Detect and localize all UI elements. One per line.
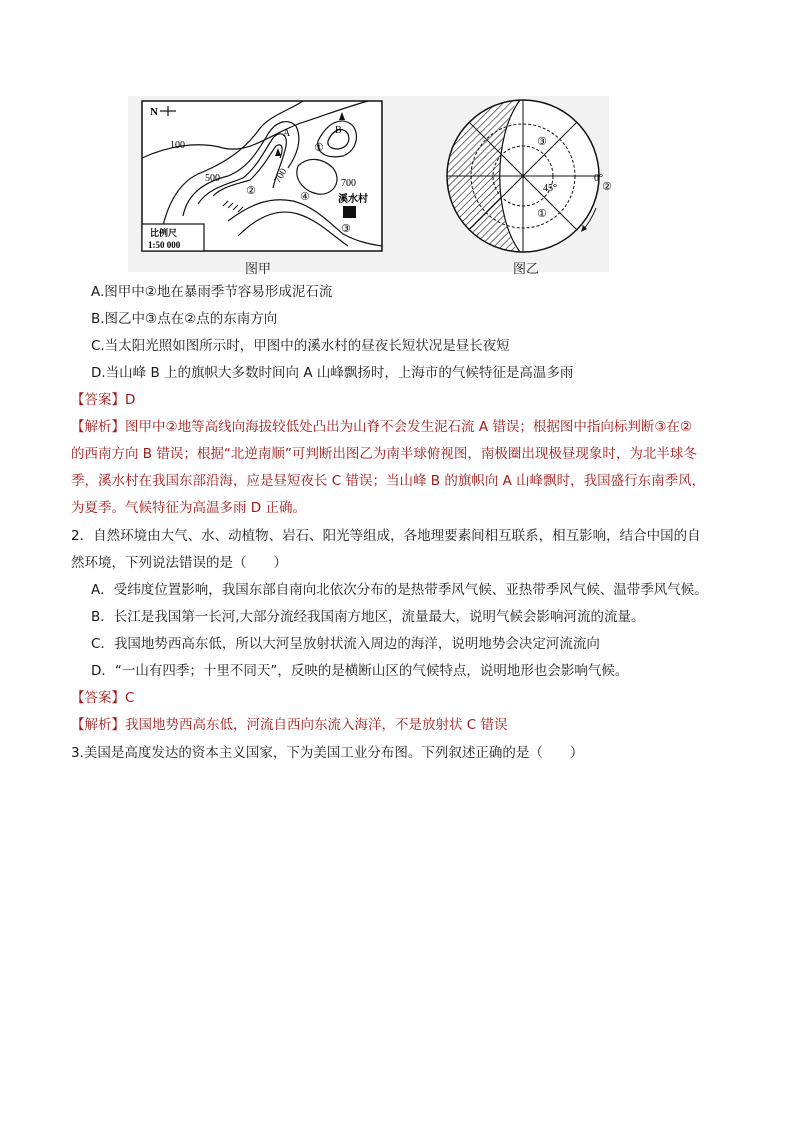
q1-analysis-tag: 【解析】 xyxy=(71,419,125,435)
q2-option-b: B．长江是我国第一长河,大部分流经我国南方地区，流量最大，说明气候会影响河流的流量。 xyxy=(91,609,645,625)
point-3: ③ xyxy=(341,222,351,235)
meridian-label: 0° xyxy=(594,173,603,184)
figure-panel xyxy=(128,96,612,277)
q2-analysis-tag: 【解析】 xyxy=(71,717,125,733)
q2-analysis-text: 我国地势西高东低，河流自西向东流入海洋，不是放射状 C 错误 xyxy=(125,717,508,733)
q2-answer-value: C xyxy=(125,690,135,706)
q2-option-c: C．我国地势西高东低，所以大河呈放射状流入周边的海洋，说明地势会决定河流流向 xyxy=(91,636,600,652)
point-1: ① xyxy=(314,141,324,154)
point-2: ② xyxy=(246,184,256,197)
q3-stem: 3.美国是高度发达的资本主义国家，下为美国工业分布图。下列叙述正确的是（ ） xyxy=(71,745,584,761)
q1-option-b: B.图乙中③点在②点的东南方向 xyxy=(91,311,278,327)
north-label: N xyxy=(150,106,158,118)
polar-diagram xyxy=(428,96,612,256)
q1-option-a: A.图甲中②地在暴雨季节容易形成泥石流 xyxy=(91,284,333,300)
village-label: 溪水村 xyxy=(338,194,368,205)
peak-b-label: B xyxy=(335,125,342,136)
q2-answer-tag: 【答案】 xyxy=(71,690,125,706)
village-marker-icon xyxy=(343,206,356,218)
contour-label-700b: 700 xyxy=(341,178,356,189)
q2-stem-line-2: 然环境，下列说法错误的是（ ） xyxy=(71,555,287,571)
polar-point-1: ① xyxy=(537,207,547,220)
q1-option-d: D.当山峰 B 上的旗帜大多数时间向 A 山峰飘扬时，上海市的气候特征是高温多雨 xyxy=(91,365,574,381)
q2-option-a: A．受纬度位置影响，我国东部自南向北依次分布的是热带季风气候、亚热带季风气候、温带季风气候。 xyxy=(91,582,708,598)
scale-value: 1:50 000 xyxy=(148,240,181,250)
q1-option-c: C.当太阳光照如图所示时，甲图中的溪水村的昼夜长短状况是昼长夜短 xyxy=(91,338,510,354)
figures-svg xyxy=(128,96,612,272)
figure-caption-right: 图乙 xyxy=(513,262,540,277)
peak-a-label: A xyxy=(283,128,291,139)
q1-analysis-line-2: 的西南方向 B 错误；根据“北逆南顺”可判断出图乙为南半球俯视图，南极圈出现极昼现象时，为北半球冬 xyxy=(71,446,697,462)
q1-answer-value: D xyxy=(125,392,136,408)
q1-analysis-line-4: 为夏季。气候特征为高温多雨 D 正确。 xyxy=(71,500,306,516)
q2-option-d: D．“一山有四季；十里不同天”，反映的是横断山区的气候特点，说明地形也会影响气候。 xyxy=(91,663,629,679)
q2-stem-line-1: 2．自然环境由大气、水、动植物、岩石、阳光等组成，各地理要素间相互联系，相互影响，结合中国的自 xyxy=(71,528,701,544)
q2-answer xyxy=(71,688,134,708)
contour-label-500: 500 xyxy=(205,173,220,184)
scale-title: 比例尺 xyxy=(150,229,178,239)
polar-point-3: ③ xyxy=(537,135,547,148)
q1-answer-tag: 【答案】 xyxy=(71,392,125,408)
q1-analysis-line-1 xyxy=(71,417,692,437)
figure-caption-left: 图甲 xyxy=(245,262,272,277)
q1-analysis-line-3: 季，溪水村在我国东部沿海，应是昼短夜长 C 错误；当山峰 B 的旗帜向 A 山峰飘时，我国盛行东南季风， xyxy=(71,473,706,489)
point-4: ④ xyxy=(300,190,310,203)
polar-point-2: ② xyxy=(602,180,612,193)
q1-answer xyxy=(71,390,135,410)
angle-label: 45° xyxy=(543,183,557,194)
contour-label-100: 100 xyxy=(170,140,185,151)
q1-analysis-text-1: 图甲中②地等高线向海拔较低处凸出为山脊不会发生泥石流 A 错误；根据图中指向标判断③在② xyxy=(125,419,693,435)
q2-analysis xyxy=(71,715,508,735)
contour-label-700a: 700 xyxy=(272,166,290,186)
contour-map xyxy=(142,101,382,251)
